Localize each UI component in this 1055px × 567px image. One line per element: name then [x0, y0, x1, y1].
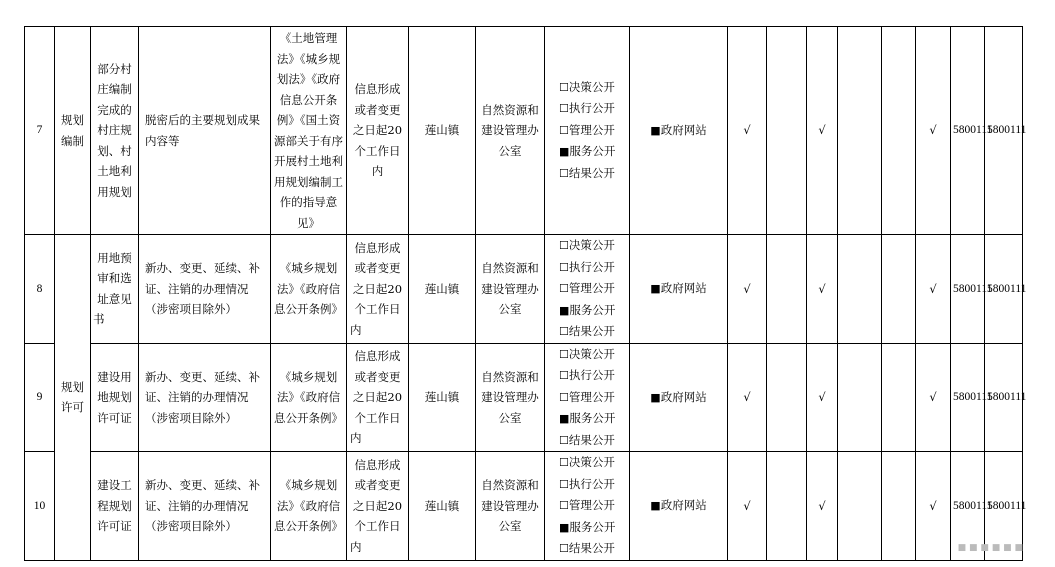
row-number: 10	[25, 452, 55, 561]
check-cell: √	[728, 452, 767, 561]
code-cell: 5800111	[951, 343, 985, 452]
disclosure-type-cell	[545, 343, 630, 452]
checkbox-icon: ☐	[559, 456, 569, 469]
checkbox-filled-icon: ■	[650, 499, 661, 512]
option-item: ☐结果公开	[559, 541, 615, 555]
check-cell: √	[728, 235, 767, 344]
checkbox-icon: ☐	[559, 433, 569, 447]
disclosure-type-cell	[545, 452, 630, 561]
option-item: ☐执行公开	[559, 476, 615, 491]
category-cell: 规划许可	[55, 235, 91, 561]
code-cell: 5800111	[985, 235, 1023, 344]
check-cell: √	[807, 343, 838, 452]
check-cell: √	[728, 27, 767, 235]
code-cell: 5800111	[951, 452, 985, 561]
checkbox-filled-icon: ■	[650, 282, 661, 295]
item-cell: 建设工程规划许可证	[91, 452, 139, 561]
subject-cell: 莲山镇	[409, 452, 476, 561]
channel-cell: ■政府网站	[630, 343, 728, 452]
deadline-cell: 信息形成或者变更之日起20个工作日内	[347, 235, 409, 344]
code-cell: 5800111	[951, 235, 985, 344]
watermark: ■ ■ ■ ■ ■ ■	[957, 543, 1023, 553]
checkbox-filled-icon: ■	[559, 520, 570, 534]
check-cell: √	[916, 452, 951, 561]
table-row	[25, 452, 1023, 561]
check-cell: √	[807, 27, 838, 235]
checkbox-icon: ☐	[559, 123, 569, 137]
option-item: ☐结果公开	[559, 165, 615, 180]
subject-cell: 莲山镇	[409, 27, 476, 235]
check-cell	[767, 235, 807, 344]
check-cell	[767, 452, 807, 561]
code-cell: 5800111	[985, 343, 1023, 452]
content-cell: 脱密后的主要规划成果内容等	[139, 27, 271, 235]
check-cell	[767, 343, 807, 452]
checkbox-icon: ☐	[559, 542, 569, 555]
option-item: ☐管理公开	[559, 498, 615, 512]
table-row	[25, 343, 1023, 452]
option-item: ☐执行公开	[559, 368, 615, 382]
check-cell: √	[916, 27, 951, 235]
row-number: 8	[25, 235, 55, 344]
option-item: ■服务公开	[559, 519, 616, 534]
check-cell: √	[807, 452, 838, 561]
row-number: 7	[25, 27, 55, 235]
checkbox-filled-icon: ■	[650, 123, 661, 137]
item-cell: 用地预审和选址意见书	[91, 235, 139, 344]
content-cell: 新办、变更、延续、补证、注销的办理情况（涉密项目除外）	[139, 452, 271, 561]
option-item: ☐决策公开	[559, 346, 615, 361]
check-cell	[882, 452, 916, 561]
code-cell: 5800111	[985, 452, 1023, 561]
check-cell	[838, 235, 882, 344]
check-cell: √	[916, 235, 951, 344]
deadline-cell: 信息形成或者变更之日起20个工作日内	[347, 452, 409, 561]
checkbox-icon: ☐	[559, 390, 569, 404]
option-item: ☐结果公开	[559, 324, 615, 338]
check-cell: √	[807, 235, 838, 344]
row-number: 9	[25, 343, 55, 452]
checkbox-icon: ☐	[559, 80, 569, 94]
option-item: ■服务公开	[559, 144, 616, 159]
checkbox-icon: ☐	[559, 477, 569, 491]
option-item: ☐决策公开	[559, 238, 615, 252]
check-cell	[882, 235, 916, 344]
checkbox-icon: ☐	[559, 347, 569, 361]
disclosure-type-cell	[545, 235, 630, 344]
option-item: ☐管理公开	[559, 389, 615, 404]
checkbox-icon: ☐	[559, 260, 569, 274]
checkbox-filled-icon: ■	[559, 412, 570, 425]
deadline-cell: 信息形成或者变更之日起20个工作日内	[347, 27, 409, 235]
checkbox-icon: ☐	[559, 239, 569, 252]
check-cell	[838, 27, 882, 235]
basis-cell: 《土地管理法》《城乡规划法》《政府信息公开条例》《国土资源部关于有序开展村土地利用规划编制工作的指导意见》	[271, 27, 347, 235]
check-cell	[838, 452, 882, 561]
option-item: ☐结果公开	[559, 432, 615, 447]
check-cell: √	[728, 343, 767, 452]
channel-cell: ■政府网站	[630, 235, 728, 344]
checkbox-icon: ☐	[559, 499, 569, 512]
item-cell: 部分村庄编制完成的村庄规划、村土地利用规划	[91, 27, 139, 235]
checkbox-filled-icon: ■	[559, 303, 570, 317]
option-item: ☐决策公开	[559, 455, 615, 469]
basis-cell: 《城乡规划法》《政府信息公开条例》	[271, 235, 347, 344]
office-cell: 自然资源和建设管理办公室	[476, 235, 545, 344]
office-cell: 自然资源和建设管理办公室	[476, 452, 545, 561]
table-row	[25, 27, 1023, 235]
deadline-cell: 信息形成或者变更之日起20个工作日内	[347, 343, 409, 452]
option-item: ☐管理公开	[559, 281, 615, 295]
check-cell: √	[916, 343, 951, 452]
check-cell	[882, 27, 916, 235]
option-item: ☐执行公开	[559, 101, 615, 116]
code-cell: 5800111	[951, 27, 985, 235]
item-cell: 建设用地规划许可证	[91, 343, 139, 452]
checkbox-icon: ☐	[559, 369, 569, 382]
option-item: ■服务公开	[559, 411, 616, 425]
content-cell: 新办、变更、延续、补证、注销的办理情况（涉密项目除外）	[139, 343, 271, 452]
checkbox-icon: ☐	[559, 166, 569, 180]
option-item: ☐执行公开	[559, 259, 615, 274]
check-cell	[767, 27, 807, 235]
channel-cell: ■政府网站	[630, 452, 728, 561]
option-item: ■服务公开	[559, 302, 616, 317]
office-cell: 自然资源和建设管理办公室	[476, 343, 545, 452]
office-cell: 自然资源和建设管理办公室	[476, 27, 545, 235]
checkbox-filled-icon: ■	[650, 390, 661, 404]
option-item: ☐管理公开	[559, 122, 615, 137]
checkbox-icon: ☐	[559, 282, 569, 295]
channel-cell: ■政府网站	[630, 27, 728, 235]
basis-cell: 《城乡规划法》《政府信息公开条例》	[271, 452, 347, 561]
disclosure-type-cell	[545, 27, 630, 235]
checkbox-filled-icon: ■	[559, 145, 570, 159]
disclosure-table	[24, 26, 1027, 561]
option-item: ☐决策公开	[559, 79, 615, 94]
checkbox-icon: ☐	[559, 102, 569, 116]
category-cell: 规划编制	[55, 27, 91, 235]
subject-cell: 莲山镇	[409, 343, 476, 452]
code-cell: 5800111	[985, 27, 1023, 235]
subject-cell: 莲山镇	[409, 235, 476, 344]
table-row	[25, 235, 1023, 344]
check-cell	[838, 343, 882, 452]
basis-cell: 《城乡规划法》《政府信息公开条例》	[271, 343, 347, 452]
checkbox-icon: ☐	[559, 325, 569, 338]
content-cell: 新办、变更、延续、补证、注销的办理情况（涉密项目除外）	[139, 235, 271, 344]
check-cell	[882, 343, 916, 452]
